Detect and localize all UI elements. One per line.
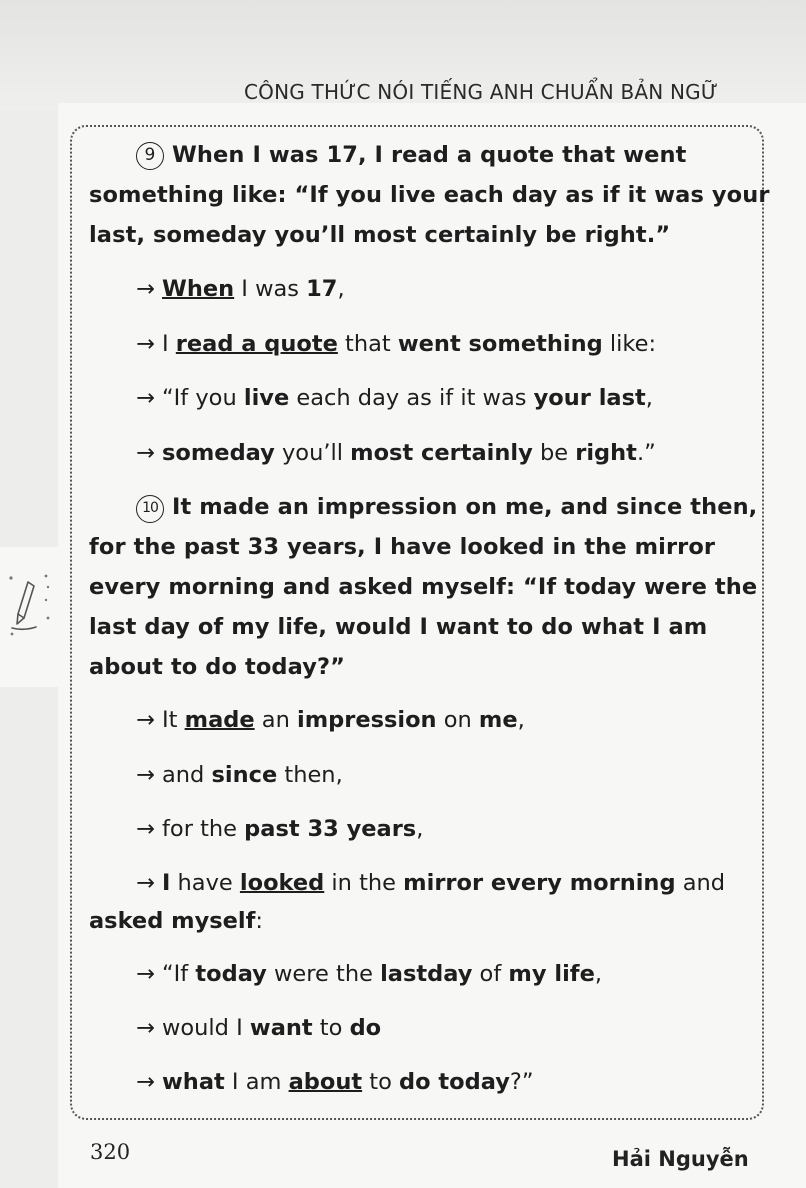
sentence-10-line-2: for the past 33 years, I have looked in the mirror: [89, 534, 716, 560]
sentence-10-line-1: 10 It made an impression on me, and since then,: [136, 494, 757, 523]
pencil-icon: [4, 570, 54, 640]
breakdown-9-line-3: → “If you live each day as if it was your last,: [136, 385, 653, 411]
breakdown-10-line-1: → It made an impression on me,: [136, 707, 525, 733]
breakdown-10-line-4-cont: asked myself:: [89, 908, 263, 934]
breakdown-9-line-2: → I read a quote that went something like:: [136, 331, 657, 357]
sentence-10-line-5: about to do today?”: [89, 654, 346, 680]
sentence-9-line-2: something like: “If you live each day as if it was your: [89, 182, 770, 208]
sentence-10-line-3: every morning and asked myself: “If today were the: [89, 574, 758, 600]
breakdown-10-line-7: → what I am about to do today?”: [136, 1069, 534, 1095]
breakdown-9-line-4: → someday you’ll most certainly be right.”: [136, 440, 656, 466]
breakdown-10-line-4: → I have looked in the mirror every morning and: [136, 870, 726, 896]
breakdown-10-line-2: → and since then,: [136, 762, 343, 788]
page-number: 320: [90, 1140, 131, 1164]
breakdown-10-line-6: → would I want to do: [136, 1015, 382, 1041]
sentence-10-line-4: last day of my life, would I want to do what I am: [89, 614, 708, 640]
sentence-9-line-1: 9 When I was 17, I read a quote that went: [136, 142, 686, 170]
number-badge-10: 10: [136, 495, 164, 523]
breakdown-10-line-3: → for the past 33 years,: [136, 816, 424, 842]
sentence-9-line-3: last, someday you’ll most certainly be right.”: [89, 222, 671, 248]
number-badge-9: 9: [136, 142, 164, 170]
breakdown-10-line-5: → “If today were the lastday of my life,: [136, 961, 602, 987]
breakdown-9-line-1: → When I was 17,: [136, 276, 345, 302]
author-name: Hải Nguyễn: [612, 1147, 749, 1171]
running-header: CÔNG THỨC NÓI TIẾNG ANH CHUẨN BẢN NGỮ: [244, 80, 719, 104]
